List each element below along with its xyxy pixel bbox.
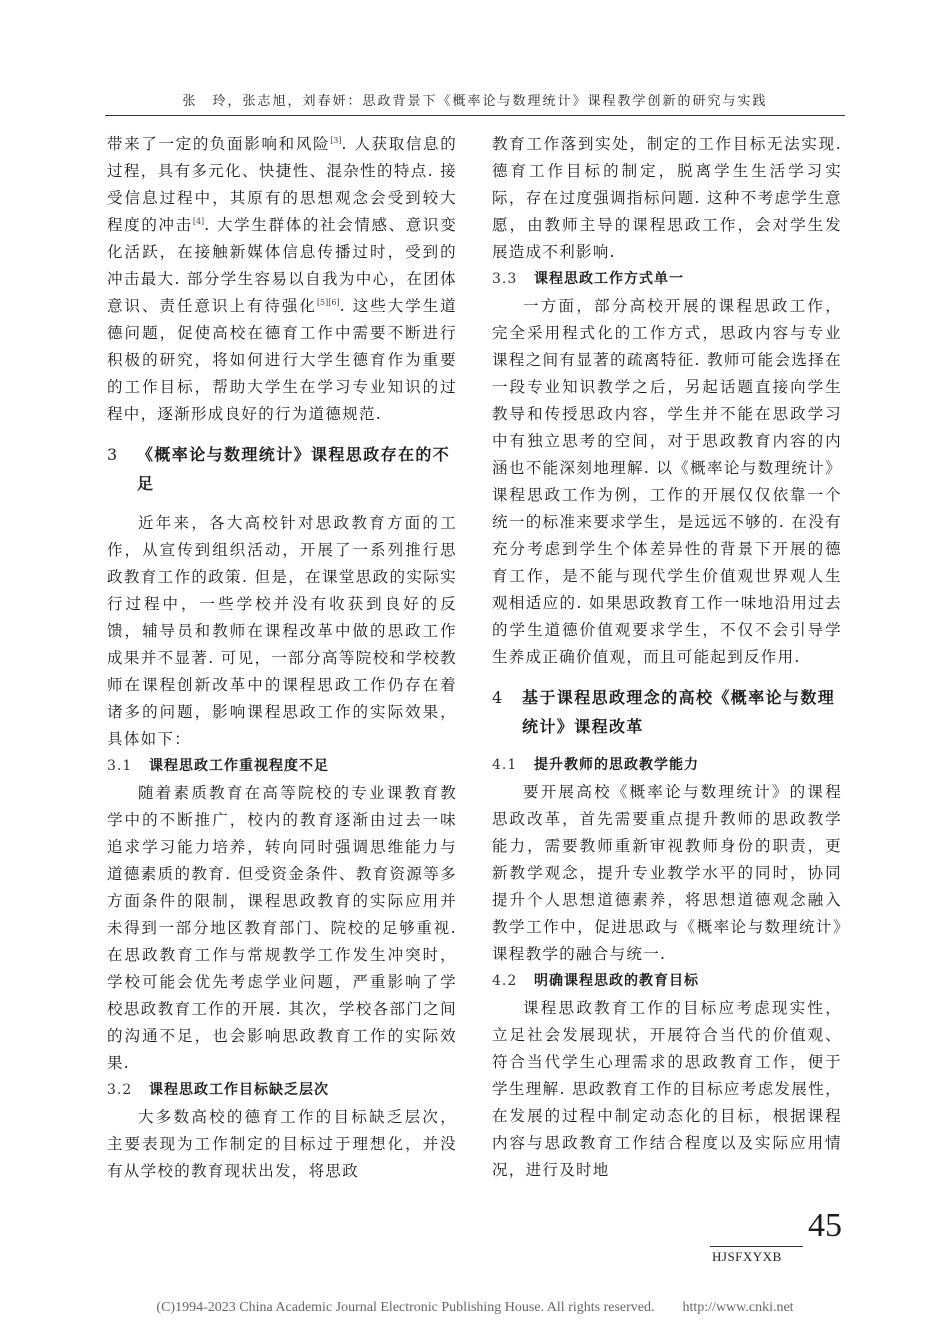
text-run: . 大学生群体的社会情感、意识变化活跃，在接触新媒体信息传播过时，受到的冲击最大. 部分学生容易以自我为中心，在团体意识、责任意识上有待强化 <box>107 216 457 315</box>
section-3-2-heading <box>107 1078 457 1102</box>
footer-rule <box>710 1246 803 1247</box>
section-3-1-heading <box>107 754 457 778</box>
running-head: 张 玲，张志旭，刘春妍：思政背景下《概率论与数理统计》课程教学创新的研究与实践 <box>182 94 768 109</box>
section-title: 课程思政工作方式单一 <box>534 271 684 287</box>
copyright-line[interactable]: (C)1994-2023 China Academic Journal Electronic Publishing House. All rights reserved. http://www.cnki.net <box>156 1300 794 1315</box>
section-number: 3.1 <box>107 758 133 774</box>
section-4-2-paragraph: 课程思政教育工作的目标应考虑现实性，立足社会发展现状，开展符合当代的价值观、符合当代学生心理需求的思政教育工作，便于学生理解. 思政教育工作的目标应考虑发展性，在发展的过程中制定动态化的目标，根据课程内容与思政教育工作结合程度以及实际应用情况，进行及时地 <box>492 999 842 1179</box>
section-4-2-heading <box>492 969 842 993</box>
section-title: 明确课程思政的教育目标 <box>534 973 699 989</box>
paragraph-intro-continued <box>107 131 457 428</box>
text-run: . 这些大学生道德问题，促使高校在德育工作中需要不断进行积极的研究，将如何进行大学生德育作为重要的工作目标，帮助大学生在学习专业知识的过程中，逐渐形成良好的行为道德规范. <box>107 297 457 423</box>
section-number: 3.2 <box>107 1082 133 1098</box>
section-4-1-heading <box>492 753 842 777</box>
section-3-3-heading <box>492 267 842 291</box>
section-4-heading <box>492 683 842 741</box>
section-3-paragraph: 近年来，各大高校针对思政教育方面的工作，从宣传到组织活动，开展了一系列推行思政教育工作的政策. 但是，在课堂思政的实际实行过程中，一些学校并没有收获到良好的反馈，辅导员和教师在课程改革中做的思政工作成果并不显著. 可见，一部分高等院校和学校教师在课程创新改革中的课程思政工作仍存在着诸多的问题，影响课程思政工作的实际效果，具体如下： <box>107 514 457 748</box>
citation-4[interactable]: [4] <box>192 216 205 226</box>
section-number: 3 <box>107 445 119 464</box>
paragraph-3-2-continued: 教育工作落到实处，制定的工作目标无法实现. 德育工作目标的制定，脱离学生生活学习实际，存在过度强调指标问题. 这种不考虑学生意愿，由教师主导的课程思政工作，会对学生发展造成不利影响. <box>492 135 842 261</box>
journal-code: HJSFXYXB <box>712 1249 782 1264</box>
header-rule <box>105 115 845 116</box>
section-title: 基于课程思政理念的高校《概率论与数理统计》课程改革 <box>522 688 836 736</box>
section-title: 课程思政工作重视程度不足 <box>149 758 329 774</box>
citation-3[interactable]: [3] <box>330 135 342 145</box>
section-number: 4.1 <box>492 757 518 773</box>
citation-5-6[interactable]: [5][6] <box>316 297 340 307</box>
left-column <box>107 131 457 1185</box>
section-number: 4 <box>492 688 504 707</box>
section-4-1-paragraph: 要开展高校《概率论与数理统计》的课程思政改革，首先需要重点提升教师的思政教学能力，需要教师重新审视教师身份的职责，更新教学观念，提升专业教学水平的同时，协同提升个人思想道德素养，将思想道德观念融入教学工作中，促进思政与《概率论与数理统计》课程教学的融合与统一. <box>492 783 842 963</box>
text-run: . 人获取信息的过程，具有多元化、快捷性、混杂性的特点. 接受信息过程中，其原有的思想观念会受到较大程度的冲击 <box>107 135 457 234</box>
section-3-heading <box>107 440 457 498</box>
section-title: 提升教师的思政教学能力 <box>534 757 699 773</box>
section-3-1-paragraph: 随着素质教育在高等院校的专业课教育教学中的不断推广，校内的教育逐渐由过去一味追求学习能力培养，转向同时强调思维能力与道德素质的教育. 但受资金条件、教育资源等多方面条件的限制，课程思政教育的实际应用并未得到一部分地区教育部门、院校的足够重视. 在思政教育工作与常规教学工作发生冲突时，学校可能会优先考虑学业问题，严重影响了学校思政教育工作的开展. 其次，学校各部门之间的沟通不足，也会影响思政教育工作的实际效果. <box>107 784 457 1072</box>
section-number: 3.3 <box>492 271 518 287</box>
right-column <box>492 131 842 1184</box>
section-title: 《概率论与数理统计》课程思政存在的不足 <box>137 445 451 493</box>
text-run: 带来了一定的负面影响和风险 <box>107 135 331 153</box>
section-3-3-paragraph: 一方面，部分高校开展的课程思政工作，完全采用程式化的工作方式，思政内容与专业课程之间有显著的疏离特征. 教师可能会选择在一段专业知识教学之后，另起话题直接向学生教导和传授思政内容，学生并不能在思政学习中有独立思考的空间，对于思政教育内容的内涵也不能深刻地理解. 以《概率论与数理统计》课程思政工作为例，工作的开展仅仅依靠一个统一的标准来要求学生，是远远不够的. 在没有充分考虑到学生个体差异性的背景下开展的德育工作，是不能与现代学生价值观世界观人生观相适应的. 如果思政教育工作一味地沿用过去的学生道德价值观要求学生，不仅不会引导学生养成正确价值观，而且可能起到反作用. <box>492 297 842 666</box>
section-3-2-paragraph: 大多数高校的德育工作的目标缺乏层次，主要表现为工作制定的目标过于理想化，并没有从学校的教育现状出发，将思政 <box>107 1108 457 1180</box>
section-number: 4.2 <box>492 973 518 989</box>
section-title: 课程思政工作目标缺乏层次 <box>149 1082 329 1098</box>
page-number: 45 <box>808 1207 842 1244</box>
